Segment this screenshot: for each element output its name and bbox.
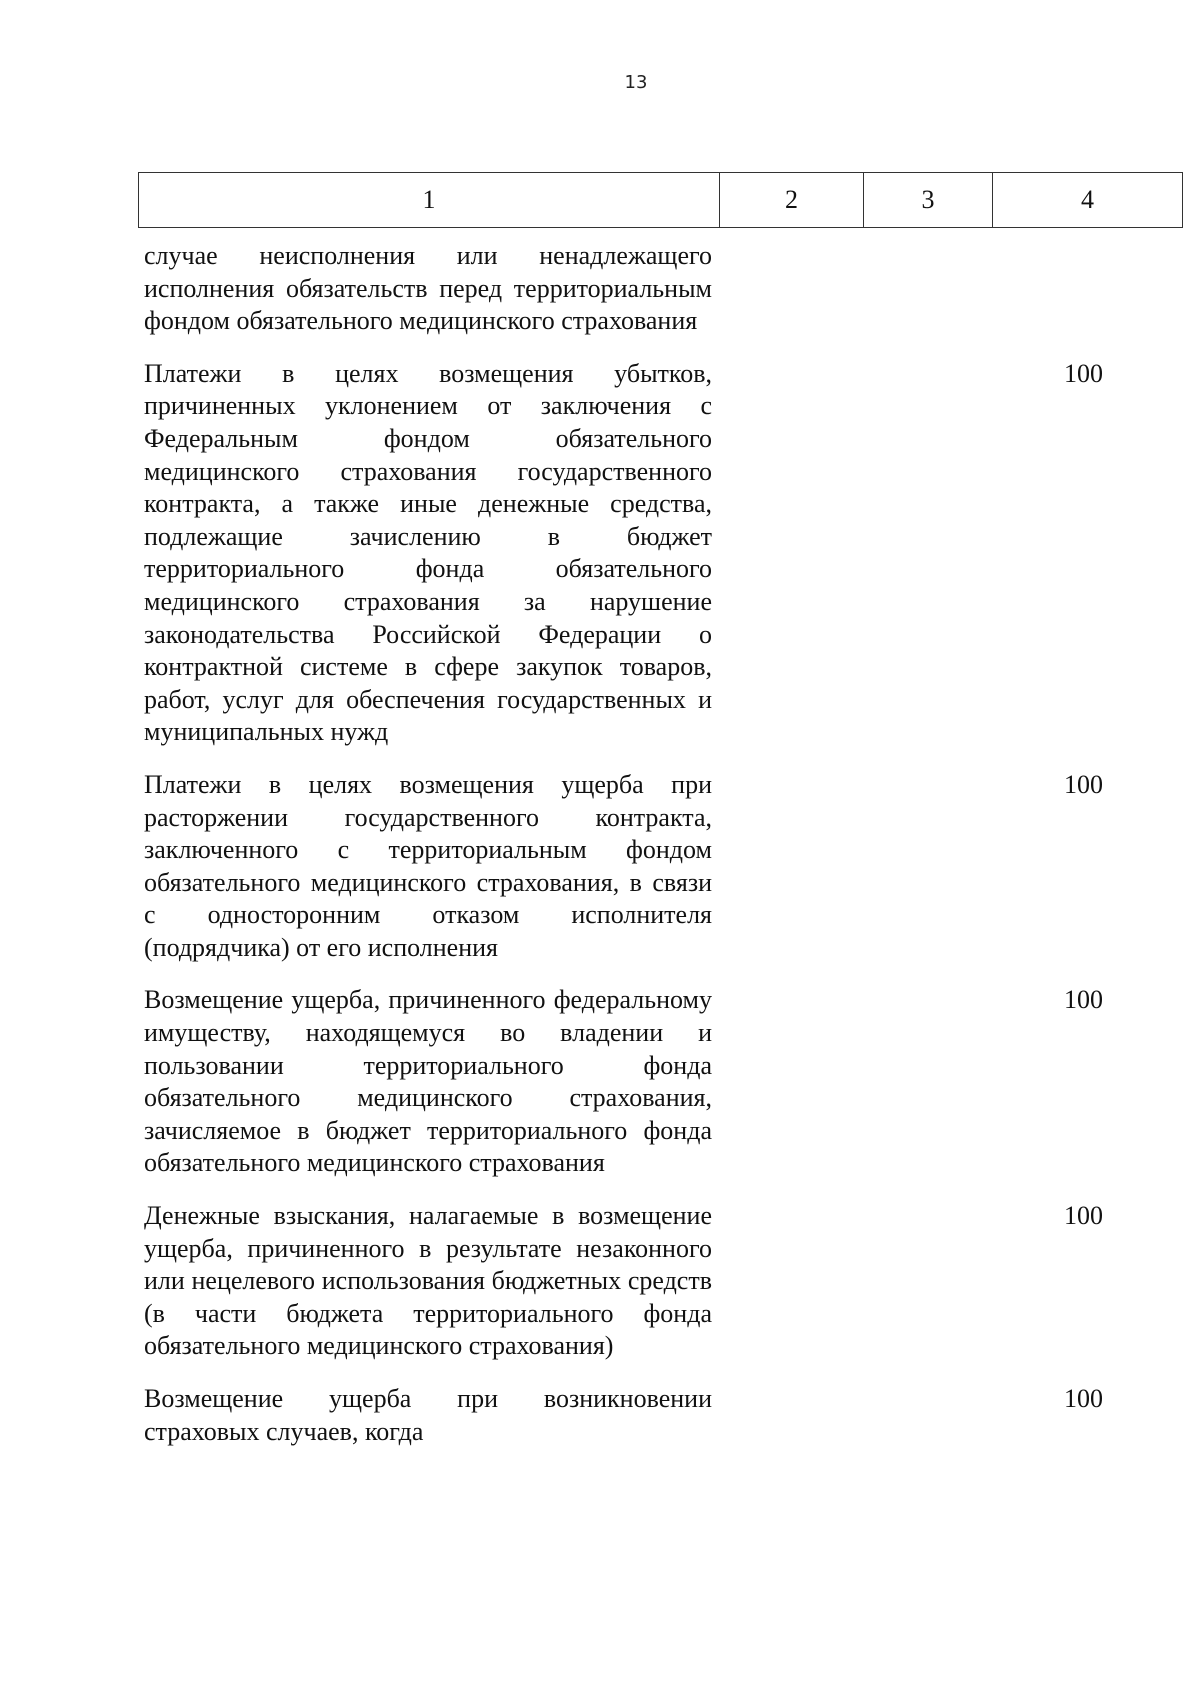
table-header-row [139, 173, 1183, 228]
table-row [0, 358, 1200, 749]
table-row [0, 240, 1200, 338]
row-description: Платежи в целях возмещения убытков, причиненных уклонением от заключения с Федеральным фондом обязательного медицинского страхования государственного контракта, а также иные денежные средства, подлежащие зачислению в бюджет территориального фонда обязательного медицинского страхования за нарушение законодательства Российской Федерации о контрактной системе в сфере закупок товаров, работ, услуг для обеспечения государственных и муниципальных нужд [144, 358, 712, 747]
table-row [0, 1383, 1200, 1448]
row-description: Денежные взыскания, налагаемые в возмещение ущерба, причиненного в результате незаконного или нецелевого использования бюджетных средств (в части бюджета территориального фонда обязательного медицинского страхования) [144, 1201, 712, 1361]
column-header-2: 2 [720, 173, 864, 228]
row-value: 100 [1064, 769, 1103, 799]
row-description: Возмещение ущерба, причиненного федеральному имуществу, находящемуся во владении и пользовании территориального фонда обязательного медицинского страхования, зачисляемое в бюджет территориального фонда обязательного медицинского страхования [144, 985, 712, 1178]
table-row [0, 1200, 1200, 1363]
row-value: 100 [1064, 1201, 1103, 1231]
row-description: Возмещение ущерба при возникновении страховых случаев, когда [144, 1384, 712, 1446]
table-body [0, 240, 1200, 1468]
table-row [0, 984, 1200, 1180]
row-value: 100 [1064, 985, 1103, 1015]
row-value: 100 [1064, 1384, 1103, 1413]
row-description: Платежи в целях возмещения ущерба при расторжении государственного контракта, заключенного с территориальным фондом обязательного медицинского страхования, в связи с односторонним отказом исполнителя (подрядчика) от его исполнения [144, 769, 712, 962]
column-header-1: 1 [139, 173, 720, 228]
column-header-3: 3 [864, 173, 993, 228]
table-header [138, 172, 1183, 228]
row-value: 100 [1064, 358, 1103, 388]
page-number: 13 [624, 72, 648, 93]
table-row [0, 769, 1200, 965]
column-header-4: 4 [993, 173, 1183, 228]
row-description: случае неисполнения или ненадлежащего исполнения обязательств перед территориальным фондом обязательного медицинского страхования [144, 241, 712, 336]
